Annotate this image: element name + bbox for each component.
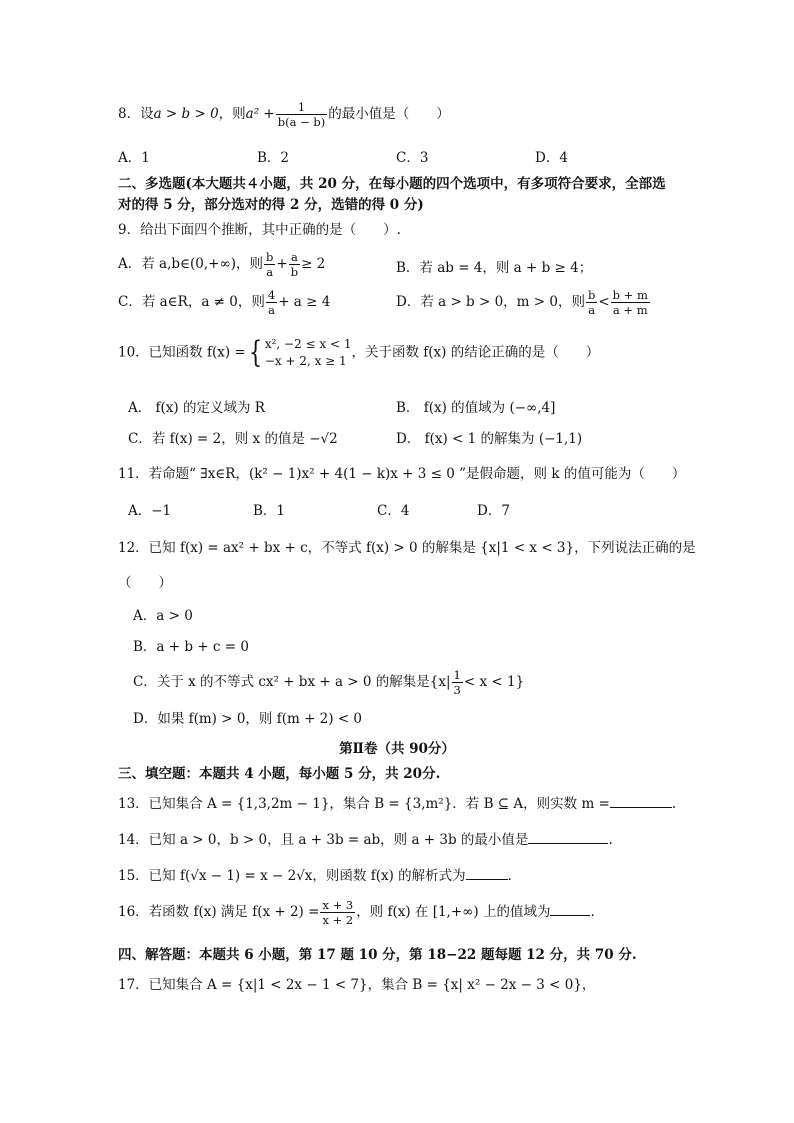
q11-stem: 11．若命题“ ∃x∈R，(k² − 1)x² + 4(1 − k)x + 3 ≤ 0 ”是假命题，则 k 的值可能为（ ） bbox=[118, 466, 686, 482]
q10-option-c: C．若 f(x) = 2，则 x 的值是 −√2 bbox=[128, 431, 338, 447]
q8-stem: 8．设 bbox=[118, 106, 154, 122]
section-4-heading: 四、解答题：本题共 6 小题，第 17 题 10 分，第 18−22 题每题 12 分，共 70 分. bbox=[118, 947, 637, 963]
answer-blank[interactable] bbox=[610, 795, 672, 808]
q10-option-a: A． f(x) 的定义域为 R bbox=[128, 400, 265, 416]
answer-blank[interactable] bbox=[550, 903, 590, 916]
q17: 17．已知集合 A = {x|1 < 2x − 1 < 7}，集合 B = {x| x² − 2x − 3 < 0}， bbox=[118, 977, 596, 993]
q10-option-d: D． f(x) < 1 的解集为 (−1,1) bbox=[396, 431, 583, 447]
q11-option-b: B．1 bbox=[253, 503, 286, 519]
q12-answer-paren: （ ） bbox=[118, 575, 172, 591]
q9-option-a: A．若 a,b∈(0,+∞)，则 $\frac{b}{a}$ + $\frac{a}{b}$ ≥ 2 bbox=[118, 250, 326, 279]
section-3-heading: 三、填空题：本题共 4 小题，每小题 5 分，共 20分. bbox=[118, 766, 441, 782]
answer-blank[interactable] bbox=[466, 867, 508, 880]
q8-option-b: B．2 bbox=[257, 150, 290, 166]
q8-option-d: D．4 bbox=[535, 150, 568, 166]
brace-icon: { bbox=[248, 335, 262, 370]
q9-option-c: C．若 a∈R，a ≠ 0，则 $\frac{4}{a}$ + a ≥ 4 bbox=[118, 288, 331, 317]
q8-stem-mid: ，则 bbox=[218, 106, 246, 122]
q11-option-d: D．7 bbox=[477, 503, 510, 519]
part-2-title: 第Ⅱ卷（共 90分） bbox=[339, 741, 455, 757]
q10-stem: 10．已知函数 f(x) ={ x², −2 ≤ x < 1 −x + 2, x ≥ 1 ，关于函数 f(x) 的结论正确的是（ ） bbox=[118, 335, 600, 370]
q12-option-a: A．a > 0 bbox=[133, 608, 193, 624]
q15: 15．已知 f(√x − 1) = x − 2√x，则函数 f(x) 的解析式为 ． bbox=[118, 868, 522, 884]
answer-blank[interactable] bbox=[528, 831, 608, 844]
q8-condition: a > b > 0 bbox=[153, 106, 219, 122]
q8-option-c: C．3 bbox=[396, 150, 429, 166]
q12-option-c: C．关于 x 的不等式 cx² + bx + a > 0 的解集是{x| $\frac{1}{3}$ < x < 1} bbox=[133, 668, 525, 697]
q9-stem: 9．给出下面四个推断，其中正确的是（ ）. bbox=[118, 222, 401, 238]
q9-option-b: B．若 ab = 4，则 a + b ≥ 4； bbox=[396, 260, 593, 276]
q8-stem-end: 的最小值是（ ） bbox=[328, 106, 450, 122]
q10-option-b: B． f(x) 的值域为 (−∞,4] bbox=[396, 400, 556, 416]
q12-option-d: D．如果 f(m) > 0，则 f(m + 2) < 0 bbox=[133, 711, 363, 727]
q12-option-b: B．a + b + c = 0 bbox=[133, 639, 249, 655]
q13: 13．已知集合 A = {1,3,2m − 1}，集合 B = {3,m²}．若 B ⊆ A，则实数 m = . bbox=[118, 796, 677, 812]
q14: 14．已知 a > 0，b > 0，且 a + 3b = ab，则 a + 3b 的最小值是 . bbox=[118, 832, 613, 848]
q8-expression: a² + bbox=[245, 106, 275, 122]
q16: 16．若函数 f(x) 满足 f(x + 2) = $\frac{x + 3}{x + 2}$ ，则 f(x) 在 [1,+∞) 上的值域为 . bbox=[118, 898, 595, 927]
q8-fraction: $\frac{1}{b(a - b)}$ bbox=[277, 100, 326, 129]
q9-option-d: D．若 a > b > 0，m > 0，则 $\frac{b}{a}$ < $\frac{b + m}{a + m}$ bbox=[396, 288, 648, 317]
q12-stem: 12．已知 f(x) = ax² + bx + c，不等式 f(x) > 0 的解集是 {x|1 < x < 3}，下列说法正确的是 bbox=[118, 540, 696, 556]
q11-option-a: A．−1 bbox=[128, 503, 172, 519]
section-2-heading-line2: 对的得 5 分，部分选对的得 2 分，选错的得 0 分) bbox=[118, 197, 424, 213]
section-2-heading-line1: 二、多选题(本大题共４小题，共 20 分，在每小题的四个选项中，有多项符合要求，全部选 bbox=[118, 176, 666, 192]
question-8 bbox=[118, 100, 450, 129]
q11-option-c: C．4 bbox=[377, 503, 410, 519]
q10-piecewise: x², −2 ≤ x < 1 −x + 2, x ≥ 1 bbox=[264, 337, 352, 368]
q8-option-a: A．1 bbox=[118, 150, 150, 166]
